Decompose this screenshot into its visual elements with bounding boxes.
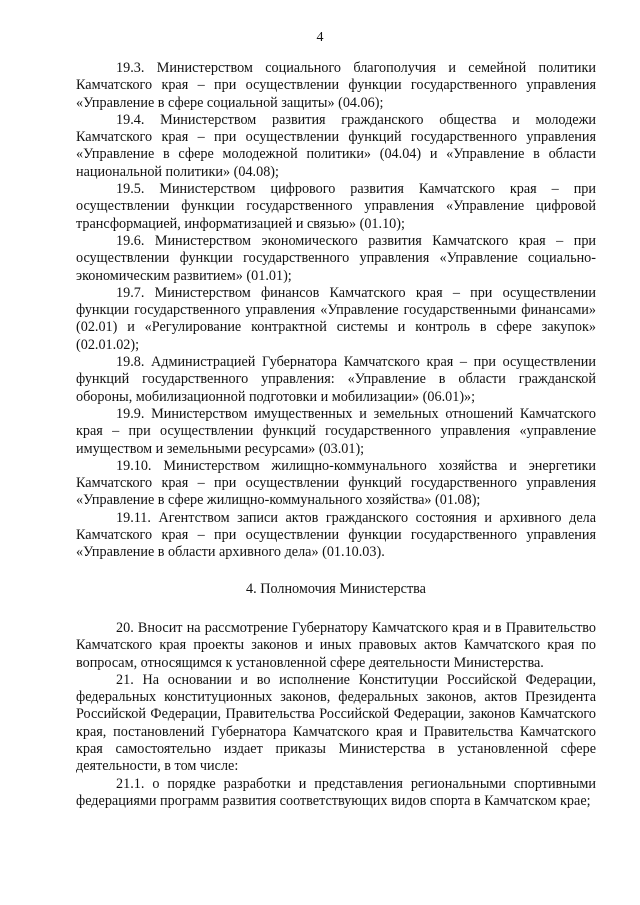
paragraph-19-10: 19.10. Министерством жилищно-коммунального хозяйства и энергетики Камчатского края – при осуществлении функций государственного управления «Управление в сфере жилищно-коммунального хозяйства» (01.08); [76,457,596,509]
paragraph-19-6: 19.6. Министерством экономического развития Камчатского края – при осуществлении функции государственного управления «Управление социально-экономическим развитием» (01.01); [76,232,596,284]
paragraph-19-4: 19.4. Министерством развития гражданского общества и молодежи Камчатского края – при осуществлении функций государственного управления «Управление в сфере молодежной политики» (04.04) и «Управление в области национальной политики» (04.08); [76,111,596,180]
paragraph-19-8: 19.8. Администрацией Губернатора Камчатского края – при осуществлении функций государственного управления: «Управление в области гражданской обороны, мобилизационной подготовки и мобилизации» (06.01)»; [76,354,596,405]
paragraph-19-7: 19.7. Министерством финансов Камчатского края – при осуществлении функции государственного управления «Управление государственными финансами» (02.01) и «Регулирование контрактной системы и контроль в сфере закупок» (02.01.02); [76,284,596,353]
page-number: 4 [316,30,324,45]
paragraph-19-9: 19.9. Министерством имущественных и земельных отношений Камчатского края – при осуществлении функций государственного управления «управление имуществом и земельными ресурсами» (03.01); [76,405,596,457]
section-heading: 4. Полномочия Министерства [246,580,426,597]
paragraph-21-1: 21.1. о порядке разработки и представления региональными спортивными федерациями программ развития соответствующих видов спорта в Камчатском крае; [76,775,596,809]
document-body [76,60,596,810]
paragraph-19-3: 19.3. Министерством социального благополучия и семейной политики Камчатского края – при осуществлении функции государственного управления «Управление в сфере социальной защиты» (04.06); [76,60,596,111]
paragraph-21: 21. На основании и во исполнение Конституции Российской Федерации, федеральных конституционных законов, федеральных законов, актов Президента Российской Федерации, Правительства Российской Федерации, законов Камчатского края, постановлений Губернатора Камчатского края и Правительства Камчатского края самостоятельно издает приказы Министерства в установленной сфере деятельности, в том числе: [76,671,596,775]
paragraph-19-5: 19.5. Министерством цифрового развития Камчатского края – при осуществлении функции государственного управления «Управление цифровой трансформацией, информатизацией и связью» (01.10); [76,181,596,232]
paragraph-19-11: 19.11. Агентством записи актов гражданского состояния и архивного дела Камчатского края – при осуществлении функции государственного управления «Управление в области архивного дела» (01.10.03). [76,509,596,561]
paragraph-20: 20. Вносит на рассмотрение Губернатору Камчатского края и в Правительство Камчатского края проекты законов и иных правовых актов Камчатского края по вопросам, относящимся к установленной сфере деятельности Министерства. [76,619,596,671]
